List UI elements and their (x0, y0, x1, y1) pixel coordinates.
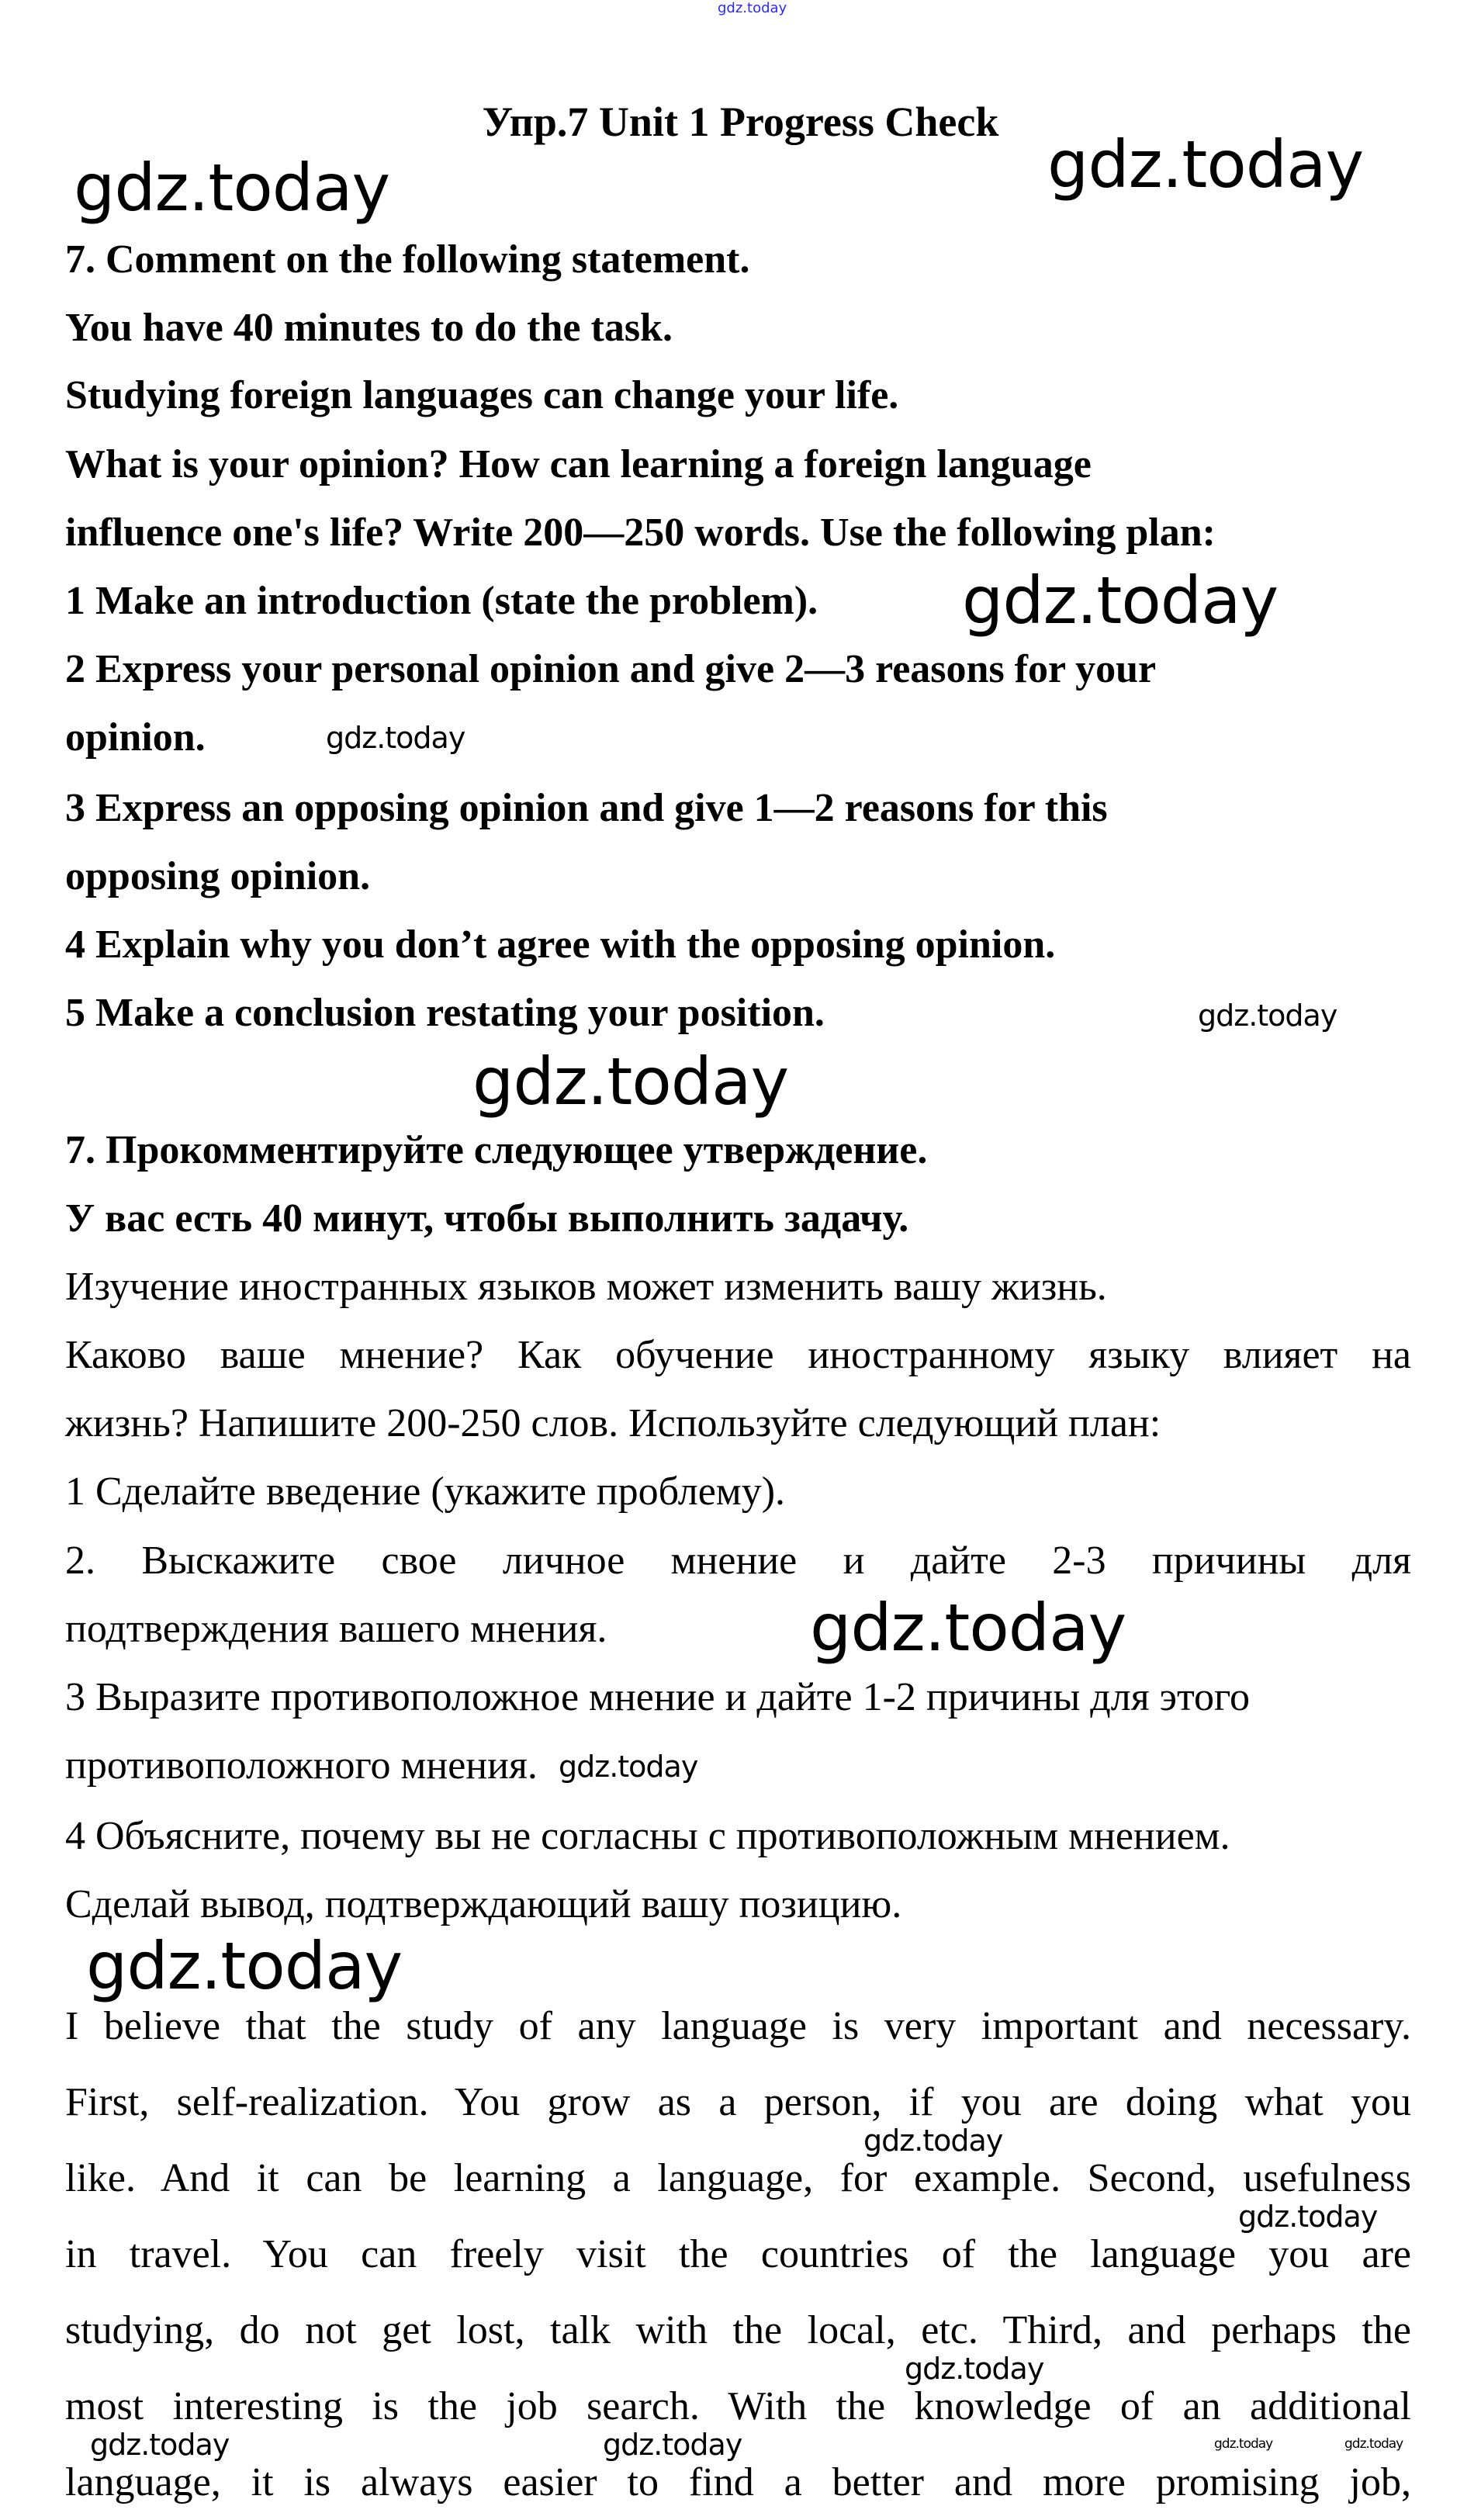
answer-line: most interesting is the job search. With the knowledge of an additional (65, 2384, 1411, 2428)
watermark: gdz.today (603, 2428, 742, 2462)
page-title: Упр.7 Unit 1 Progress Check (482, 99, 999, 145)
task-ru-line: противоположного мнения. (65, 1743, 538, 1788)
watermark: gdz.today (472, 1044, 789, 1120)
answer-line: like. And it can be learning a language, for example. Second, usefulness (65, 2156, 1411, 2200)
watermark: gdz.today (1238, 2200, 1378, 2234)
task-en-line: influence one's life? Write 200—250 words. Use the following plan: (65, 511, 1216, 555)
task-ru-line: жизнь? Напишите 200-250 слов. Используйте следующий план: (65, 1401, 1161, 1445)
watermark: gdz.today (863, 2124, 1003, 2158)
task-en-line: 2 Express your personal opinion and give 2—3 reasons for your (65, 647, 1157, 691)
task-ru-line: 1 Сделайте введение (укажите проблему). (65, 1469, 786, 1514)
task-ru-line: Каково ваше мнение? Как обучение иностранному языку влияет на (65, 1333, 1411, 1377)
answer-line: I believe that the study of any language is very important and necessary. (65, 2004, 1411, 2048)
task-en-line: 1 Make an introduction (state the problem). (65, 579, 818, 623)
answer-line: First, self-realization. You grow as a person, if you are doing what you (65, 2080, 1411, 2124)
task-en-line: 7. Comment on the following statement. (65, 237, 750, 282)
watermark: gdz.today (1047, 126, 1364, 202)
task-ru-line: 7. Прокомментируйте следующее утверждение. (65, 1128, 928, 1172)
task-ru-line: подтверждения вашего мнения. (65, 1607, 607, 1651)
task-ru-line: 4 Объясните, почему вы не согласны с противоположным мнением. (65, 1814, 1230, 1858)
watermark: gdz.today (810, 1590, 1126, 1666)
task-en-line: 4 Explain why you don’t agree with the opposing opinion. (65, 922, 1056, 967)
watermark: gdz.today (905, 2352, 1044, 2386)
task-en-line: Studying foreign languages can change your life. (65, 373, 899, 417)
task-ru-line: 3 Выразите противоположное мнение и дайте 1-2 причины для этого (65, 1675, 1251, 1719)
task-en-line: opinion. (65, 715, 206, 760)
task-en-line: What is your opinion? How can learning a foreign language (65, 442, 1092, 486)
watermark: gdz.today (1344, 2436, 1403, 2452)
answer-line: studying, do not get lost, talk with the local, etc. Third, and perhaps the (65, 2308, 1411, 2352)
watermark: gdz.today (559, 1750, 698, 1784)
task-en-line: 3 Express an opposing opinion and give 1—2 reasons for this (65, 786, 1108, 830)
watermark-top: gdz.today (718, 0, 787, 16)
watermark: gdz.today (326, 721, 465, 755)
answer-line: in travel. You can freely visit the countries of the language you are (65, 2232, 1411, 2276)
watermark: gdz.today (962, 562, 1279, 639)
task-ru-line: Сделай вывод, подтверждающий вашу позицию. (65, 1882, 902, 1926)
watermark: gdz.today (90, 2428, 230, 2462)
answer-line: language, it is always easier to find a better and more promising job, (65, 2460, 1411, 2504)
task-ru-line: Изучение иностранных языков может изменить вашу жизнь. (65, 1265, 1107, 1309)
task-en-line: 5 Make a conclusion restating your position. (65, 991, 825, 1035)
task-en-line: opposing opinion. (65, 854, 371, 898)
task-ru-line: У вас есть 40 минут, чтобы выполнить задачу. (65, 1196, 909, 1241)
watermark: gdz.today (86, 1928, 403, 2004)
watermark: gdz.today (74, 150, 390, 226)
task-ru-line: 2. Выскажите свое личное мнение и дайте 2-3 причины для (65, 1539, 1411, 1583)
watermark: gdz.today (1198, 999, 1337, 1033)
task-en-line: You have 40 minutes to do the task. (65, 306, 673, 350)
watermark: gdz.today (1214, 2436, 1273, 2452)
